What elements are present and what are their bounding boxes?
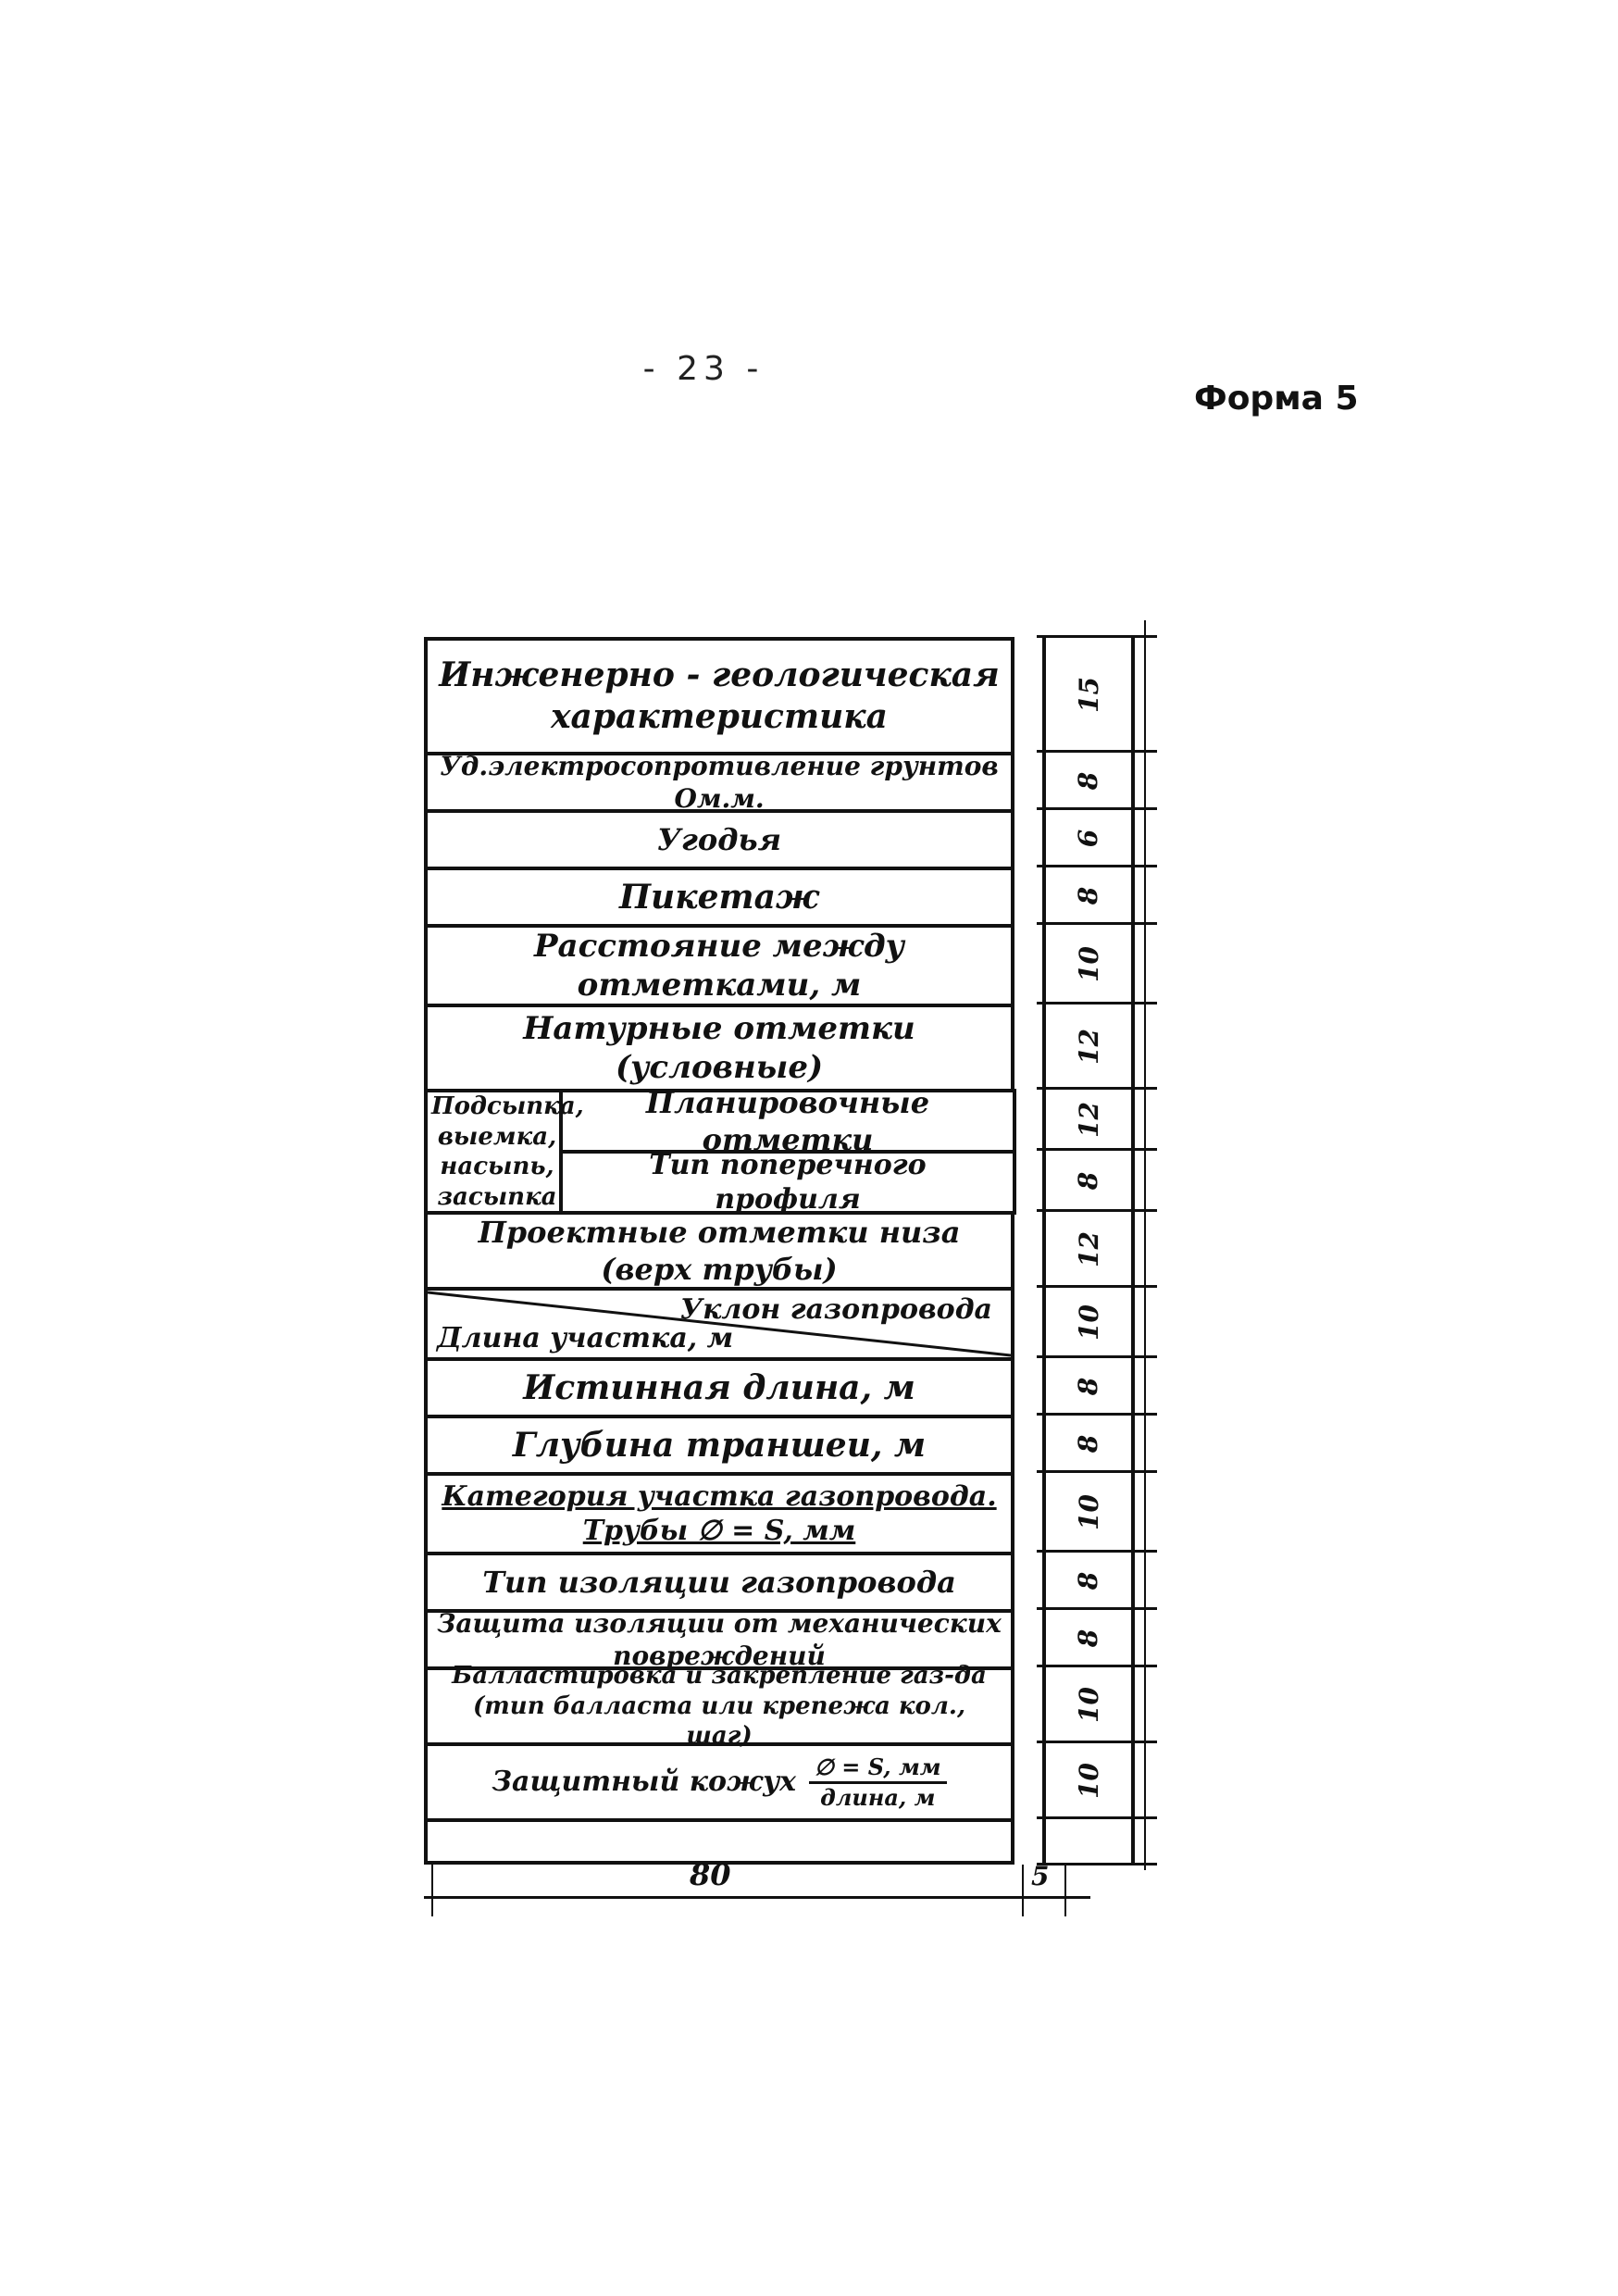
dim-label: 10: [1073, 1762, 1104, 1799]
row-label: Защита изоляции от механических повреждений: [437, 1608, 1002, 1671]
slope-label: Уклон газопровода: [679, 1293, 992, 1326]
group-earthwork: [424, 1089, 584, 1215]
row-land-use: [424, 809, 1014, 870]
side-cell: [1042, 1004, 1135, 1089]
dim-label: 8: [1073, 886, 1104, 905]
side-cell: [1042, 1089, 1135, 1150]
row-label: Защитный кожух: [492, 1766, 797, 1799]
side-cell: [1042, 1609, 1135, 1666]
row-label: Тип изоляции газопровода: [482, 1565, 956, 1600]
page-number: - 23 -: [642, 350, 765, 388]
row-trench-depth: [424, 1415, 1014, 1476]
length-label: Длина участка, м: [437, 1321, 734, 1354]
side-cell: [1042, 867, 1135, 924]
side-cell: [1042, 1287, 1135, 1357]
row-ballasting: [424, 1662, 1014, 1751]
dim-label: 8: [1073, 1434, 1104, 1453]
dim-label: 12: [1073, 1028, 1104, 1065]
row-cross-section-type: [559, 1150, 1016, 1215]
row-pipeline-category: [424, 1472, 1014, 1555]
row-label: Планировочные отметки: [645, 1085, 930, 1157]
row-chainage: [424, 867, 1014, 928]
row-planning-marks: [559, 1085, 1016, 1157]
side-cell: [1042, 1211, 1135, 1287]
row-soil-resistivity: [424, 752, 1014, 813]
dim-label: 8: [1073, 1628, 1104, 1647]
row-label: Глубина траншеи, м: [512, 1425, 927, 1465]
row-label: Угодья: [656, 822, 782, 857]
row-label: Проектные отметки низа (верх трубы): [478, 1215, 961, 1287]
row-label: Тип поперечного профиля: [649, 1148, 927, 1216]
side-cell: [1042, 637, 1135, 752]
side-cell: [1042, 1415, 1135, 1472]
row-label: Балластировка и закрепление газ-да (тип балласта или крепежа кол., шаг): [452, 1662, 987, 1751]
row-label: Расстояние между отметками, м: [533, 927, 904, 1004]
row-true-length: [424, 1357, 1014, 1418]
dim-label: 10: [1073, 945, 1104, 982]
dim-label: 8: [1073, 771, 1104, 790]
dim-label: 8: [1073, 1571, 1104, 1590]
side-cell: [1042, 752, 1135, 809]
side-cell: [1042, 1666, 1135, 1742]
dim-label: 8: [1073, 1171, 1104, 1190]
row-slope-length: [424, 1287, 1014, 1361]
row-design-marks: [424, 1211, 1014, 1291]
dim-label: 6: [1073, 829, 1104, 847]
casing-fraction: [809, 1753, 947, 1812]
side-cell: [1042, 924, 1135, 1004]
row-insulation-type: [424, 1552, 1014, 1613]
dim-label: 10: [1073, 1304, 1104, 1341]
dim-label: 10: [1073, 1686, 1104, 1723]
row-distance-between-marks: [424, 924, 1014, 1007]
row-natural-marks: [424, 1004, 1014, 1092]
side-cell: [1042, 1357, 1135, 1415]
row-label: Натурные отметки (условные): [523, 1009, 915, 1086]
side-cell: [1042, 1150, 1135, 1211]
row-label: Уд.электросопротивление грунтов Ом.м.: [440, 751, 999, 814]
row-label: Инженерно - геологическая характеристика: [439, 655, 1000, 736]
row-engineering-geology: [424, 637, 1014, 755]
side-cell: [1042, 1552, 1135, 1609]
dim-label: 8: [1073, 1377, 1104, 1395]
group-label: Подсыпка, выемка, насыпь, засыпка: [431, 1092, 584, 1211]
side-cell: [1042, 1472, 1135, 1552]
dim-label: 12: [1073, 1101, 1104, 1138]
width-side-label: 5: [1031, 1861, 1050, 1891]
dim-label: 10: [1073, 1493, 1104, 1530]
side-cell: [1042, 809, 1135, 867]
side-cell: [1042, 1818, 1135, 1865]
row-label: Пикетаж: [619, 877, 819, 917]
fraction-bottom: длина, м: [820, 1783, 936, 1811]
dim-label: 15: [1073, 676, 1104, 713]
row-protective-casing: [424, 1742, 1014, 1822]
side-cell: [1042, 1742, 1135, 1818]
form-label: Форма 5: [1194, 380, 1359, 418]
row-label: Истинная длина, м: [523, 1367, 915, 1407]
row-label: Категория участка газопровода. Трубы ∅ = S, мм: [442, 1479, 997, 1547]
width-main-label: 80: [690, 1857, 731, 1892]
dim-label: 12: [1073, 1230, 1104, 1267]
fraction-top: ∅ = S, мм: [809, 1753, 947, 1784]
